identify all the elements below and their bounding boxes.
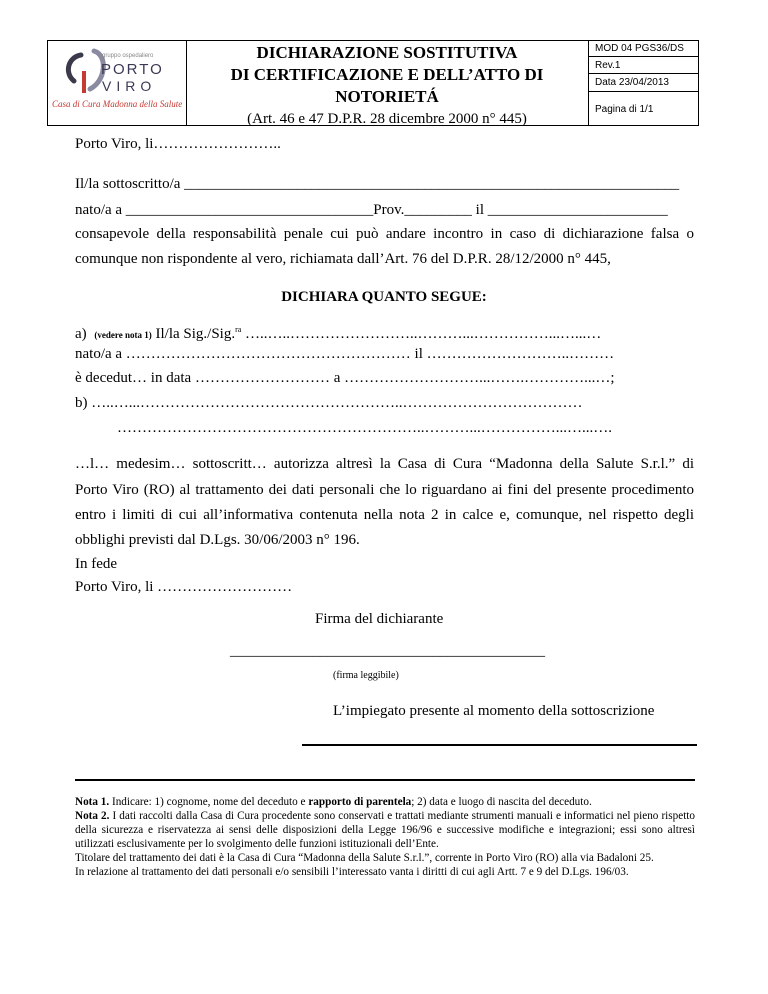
- title-line: DI CERTIFICAZIONE E DELL’ATTO DI: [230, 65, 544, 84]
- ref-divider: [589, 73, 698, 74]
- employee-label: L’impiegato presente al momento della sottoscrizione: [333, 703, 655, 719]
- item-a-dots: …..…..……………………..………...……………...…...…: [241, 326, 602, 342]
- consapevole-text: consapevole della responsabilità penale cui può andare incontro in caso di dichiarazione falsa o: [75, 226, 694, 242]
- item-b-field[interactable]: b) …..…...……………………………………………..………………………………: [75, 395, 583, 411]
- autorizza-text: entro i limiti di cui all’informativa contenuta nella nota 2 in calce e, comunque, nel rispetto degli: [75, 507, 694, 523]
- item-b-field-2[interactable]: ……………………………………………………..………...……………...…...….: [117, 420, 612, 436]
- note-1: [75, 795, 695, 809]
- consapevole-text: comunque non rispondente al vero, richiamata dall’Art. 76 del D.P.R. 28/12/2000 n° 445,: [75, 251, 611, 267]
- deceased-birth-field[interactable]: nato/a a ………………………………………………… il ………………………..………: [75, 346, 615, 362]
- sottoscritto-field[interactable]: Il/la sottoscritto/a __________________________________________________________________: [75, 176, 680, 192]
- note-1-label: Nota 1.: [75, 796, 110, 808]
- item-a-sup: ra: [235, 325, 242, 334]
- dichiara-heading: DICHIARA QUANTO SEGUE:: [281, 289, 487, 305]
- in-fede-label: In fede: [75, 556, 118, 572]
- clinic-logo: [48, 41, 186, 125]
- notes-separator: [75, 779, 695, 781]
- signature-hint: (firma leggibile): [333, 670, 399, 681]
- title-line: NOTORIETÁ: [335, 87, 439, 106]
- item-a-note-ref: (vedere nota 1): [94, 330, 152, 340]
- note-2-text: I dati raccolti dalla Casa di Cura procedente sono conservati e trattati mediante strumenti manuali e informatici nel pieno rispetto della sicurezza e riservatezza ai sensi delle disposizioni della Legge 196/96 e successive modifiche e integrazioni; essi sono altresì utilizzati esclusivamente per lo svolgimento delle funzioni istituzionali dell’Ente.: [75, 810, 695, 850]
- revision: Rev.1: [595, 60, 621, 71]
- item-a-marker: a): [75, 326, 87, 342]
- signature-label: Firma del dichiarante: [315, 611, 444, 627]
- note-1-text-end: ; 2) data e luogo di nascita del deceduto.: [411, 796, 592, 808]
- birthplace-field[interactable]: nato/a a _________________________________Prov._________ il ________________________: [75, 202, 668, 218]
- document-title: [186, 41, 588, 125]
- title-subtitle: (Art. 46 e 47 D.P.R. 28 dicembre 2000 n° 445): [247, 111, 527, 127]
- signature-line[interactable]: __________________________________________: [230, 643, 545, 659]
- note-1-text: Indicare: 1) cognome, nome del deceduto e: [109, 796, 309, 808]
- note-diritti: In relazione al trattamento dei dati personali e/o sensibili l’interessato vanta i diritti di cui agli Artt. 7 e 9 del D.Lgs. 196/03.: [75, 866, 629, 878]
- logo-group-text: gruppo ospedaliero: [102, 53, 154, 59]
- item-a-line[interactable]: [75, 322, 601, 343]
- place-date-field-2[interactable]: Porto Viro, li ………………………: [75, 579, 293, 595]
- logo-brand-text: PORTO: [101, 61, 164, 78]
- employee-signature-line[interactable]: [302, 744, 697, 746]
- page-number: Pagina di 1/1: [595, 104, 654, 115]
- logo-tagline: Casa di Cura Madonna della Salute: [52, 99, 183, 109]
- note-2-label: Nota 2.: [75, 810, 110, 822]
- title-line: DICHIARAZIONE SOSTITUTIVA: [256, 43, 518, 62]
- logo-brand-text-2: VIRO: [102, 78, 157, 94]
- ref-code: MOD 04 PGS36/DS: [595, 43, 684, 54]
- revision-date: Data 23/04/2013: [595, 77, 669, 88]
- autorizza-text: …l… medesim… sottoscritt… autorizza altresì la Casa di Cura “Madonna della Salute S.r.l.” di: [75, 456, 694, 472]
- item-a-label: Il/la Sig./Sig.: [151, 326, 236, 342]
- note-1-bold: rapporto di parentela: [308, 796, 412, 808]
- ref-divider: [589, 56, 698, 57]
- ref-divider: [589, 91, 698, 92]
- autorizza-text: Porto Viro (RO) al trattamento dei dati personali che lo riguardano ai fini del presente procedimento: [75, 482, 694, 498]
- autorizza-text: obblighi previsti dal D.Lgs. 30/06/2003 n° 196.: [75, 532, 360, 548]
- death-date-field[interactable]: è decedut… in data ……………………… a ………………………...…….…………...…;: [75, 370, 615, 386]
- header-table: [47, 40, 699, 126]
- place-date-field[interactable]: Porto Viro, li……………………..: [75, 136, 281, 152]
- note-titolare: Titolare del trattamento dei dati è la Casa di Cura “Madonna della Salute S.r.l.”, corrente in Porto Viro (RO) alla via Badaloni 25.: [75, 852, 654, 864]
- footnotes: [75, 795, 695, 879]
- note-2: [75, 809, 695, 851]
